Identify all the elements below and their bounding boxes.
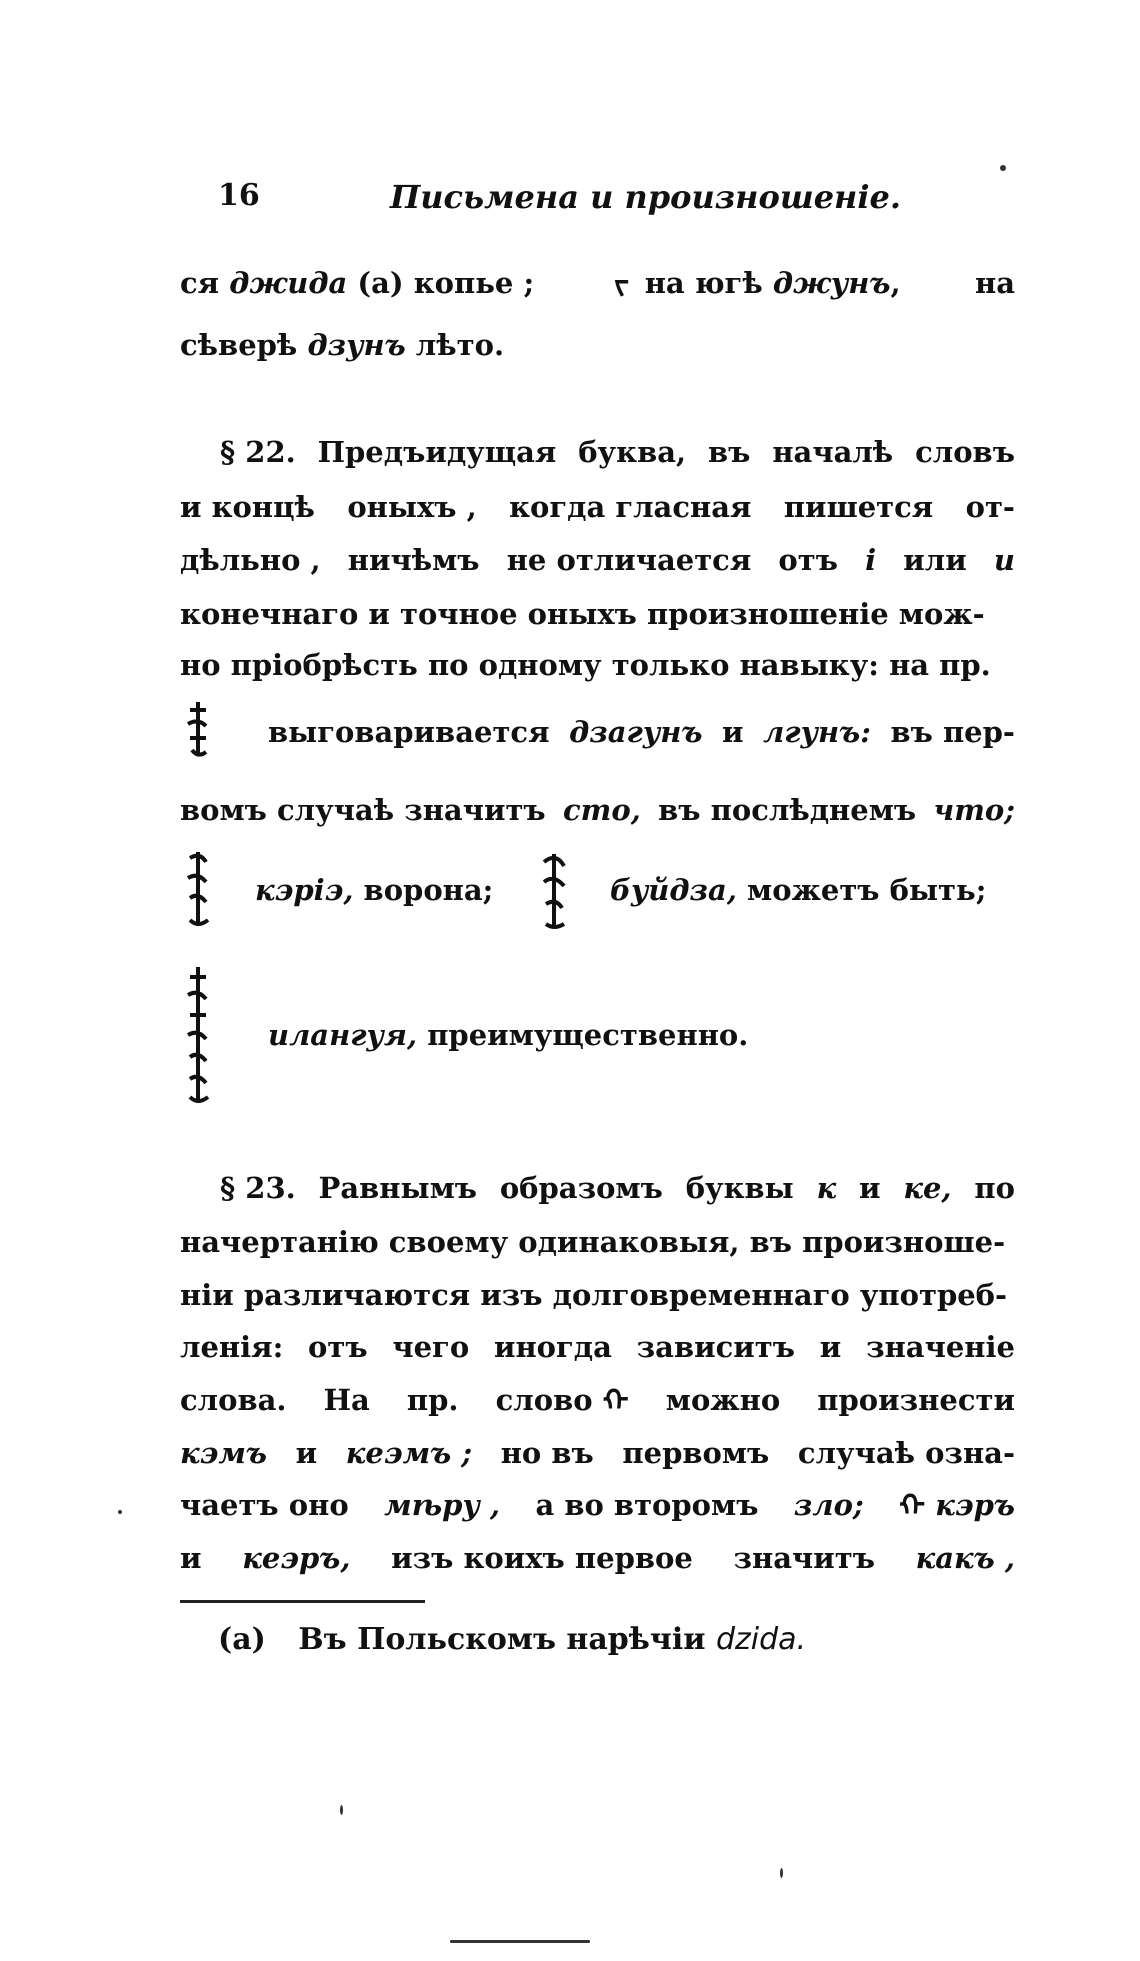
footnote-latin: dzida.	[715, 1622, 807, 1657]
footnote	[218, 1622, 806, 1657]
footnote-rule	[180, 1600, 425, 1603]
text-line: сѣверѣ дзунъ лѣто.	[180, 328, 505, 362]
section-mark: § 23.	[220, 1171, 296, 1205]
paragraph-22-line: илангуя, преимущественно.	[268, 1018, 749, 1052]
mongolian-script-icon: ᠵ	[614, 267, 630, 302]
paragraph-23-line: и кеэръ, изъ коихъ первое значитъ какъ ,	[180, 1541, 1015, 1575]
paragraph-23-line: чаетъ оно мѣру , а во второмъ зло; ᠬ кэръ	[180, 1485, 1015, 1525]
paragraph-22-line: и концѣ оныхъ , когда гласная пишется от-	[180, 490, 1015, 524]
paragraph-23-line: ленія: отъ чего иногда зависитъ и значеніе	[180, 1330, 1015, 1364]
scan-speck	[118, 1510, 122, 1514]
page-number: 16	[218, 178, 260, 213]
paragraph-23-line: слова. На пр. слово ᠬ можно произнести	[180, 1380, 1015, 1420]
paragraph-22-line: кэріэ, ворона; буйдза, можетъ быть;	[255, 873, 987, 907]
paragraph-23-line: ніи различаются изъ долговременнаго употреб-	[180, 1278, 1008, 1312]
mongolian-script-icon	[184, 850, 214, 930]
paragraph-22-line: дѣльно , ничѣмъ не отличается отъ і или и	[180, 543, 1015, 577]
footnote-text: Въ Польскомъ нарѣчіи	[298, 1622, 706, 1657]
paragraph-22-line: выговаривается дзагунъ и лгунъ: въ пер-	[268, 715, 1015, 749]
page-header	[218, 178, 918, 228]
paragraph-23-line: § 23. Равнымъ образомъ буквы к и ке, по	[180, 1168, 1015, 1208]
text-line: ся джида (а) копье ; ᠵ на югѣ джунъ, на	[180, 263, 1015, 303]
paragraph-22-line: конечнаго и точное оныхъ произношеніе мож-	[180, 597, 985, 631]
paragraph-22-line: вомъ случаѣ значитъ сто, въ послѣднемъ что;	[180, 793, 1015, 827]
scan-speck	[340, 1805, 343, 1815]
mongolian-script-icon: ᠬ	[602, 1384, 629, 1419]
scan-speck	[780, 1868, 783, 1878]
footnote-mark: (а)	[218, 1622, 266, 1657]
running-title: Письмена и произношеніе.	[390, 178, 902, 216]
mongolian-script-icon	[184, 965, 214, 1105]
paragraph-23-line: кэмъ и кеэмъ ; но въ первомъ случаѣ озна-	[180, 1436, 1015, 1470]
mongolian-script-icon: ᠬ	[899, 1489, 926, 1524]
paragraph-22-line: § 22. Предъидущая буква, въ началѣ словъ	[180, 432, 1015, 472]
paragraph-22-line: но пріобрѣсть по одному только навыку: на пр.	[180, 648, 991, 682]
scan-speck	[450, 1940, 590, 1943]
section-mark: § 22.	[220, 435, 296, 469]
mongolian-script-icon	[184, 700, 214, 760]
paragraph-23-line: начертанію своему одинаковыя, въ произноше-	[180, 1225, 1006, 1259]
scan-speck	[1000, 165, 1006, 171]
